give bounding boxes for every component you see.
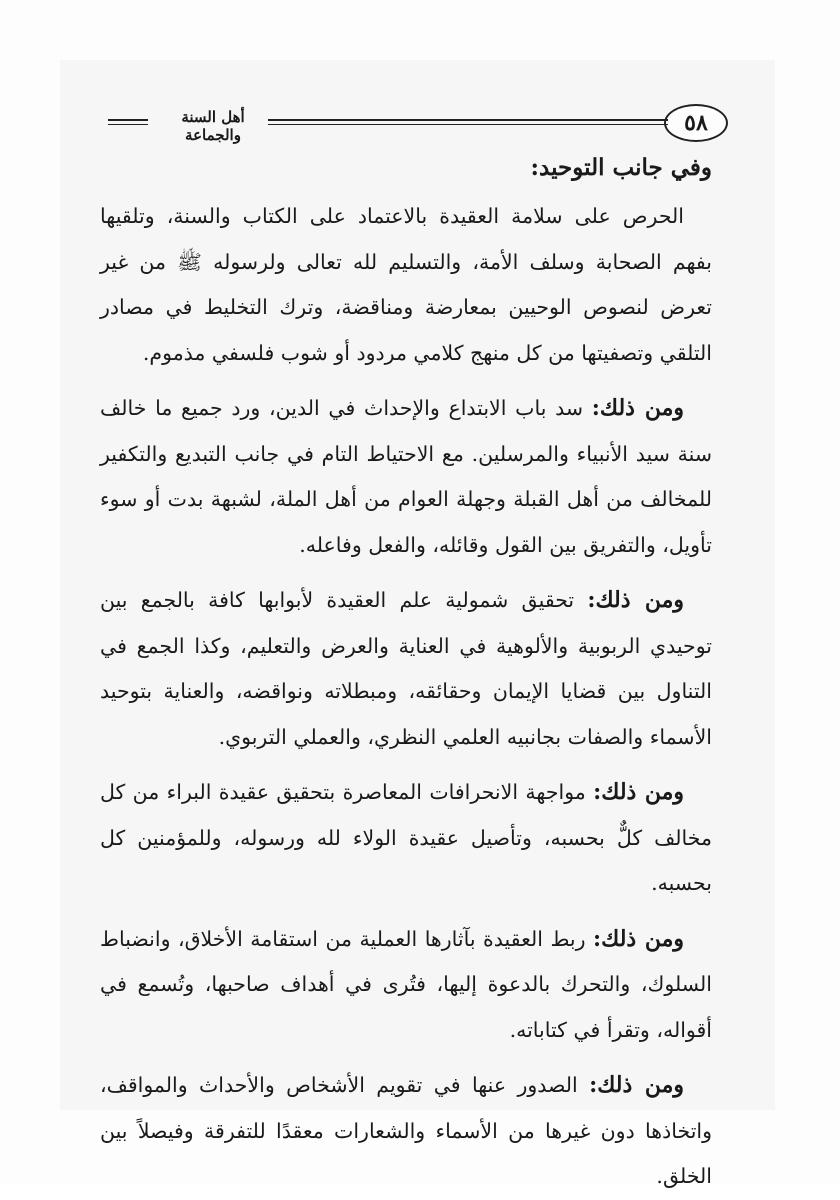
page-header — [108, 102, 728, 142]
paragraph-5-text: ربط العقيدة بآثارها العملية من استقامة الأخلاق، وانضباط السلوك، والتحرك بالدعوة إليها، فتُرى في أهداف صاحبها، وتُسمع في أقواله، وتقرأ في كتاباته. — [100, 926, 712, 1042]
paragraph-4-text: مواجهة الانحرافات المعاصرة بتحقيق عقيدة البراء من كل مخالف كلٌّ بحسبه، وتأصيل عقيدة الولاء لله ورسوله، وللمؤمنين كل بحسبه. — [100, 780, 712, 895]
paragraph-1-text: الحرص على سلامة العقيدة بالاعتماد على الكتاب والسنة، وتلقيها بفهم الصحابة وسلف الأمة، والتسليم لله تعالى ولرسوله ﷺ من غير تعرض لنصوص الوحيين بمعارضة ومناقضة، وترك التخليط في مصادر التلقي وتصفيتها من كل منهج كلامي مردود أو شوب فلسفي مذموم. — [100, 204, 712, 365]
page-body — [100, 148, 712, 1200]
paragraph-1 — [100, 194, 712, 376]
paragraph-4 — [100, 770, 712, 907]
paragraph-6-text: الصدور عنها في تقويم الأشخاص والأحداث والمواقف، واتخاذها دون غيرها من الأسماء والشعارات معقدًا للتفرقة وفيصلاً بين الخلق. — [100, 1073, 712, 1188]
paragraph-2-lead: ومن ذلك: — [591, 395, 684, 421]
page-number-badge — [664, 104, 728, 142]
header-rule-short — [108, 119, 148, 125]
paragraph-6 — [100, 1063, 712, 1200]
paragraph-3 — [100, 578, 712, 760]
paragraph-5 — [100, 917, 712, 1054]
paragraph-6-lead: ومن ذلك: — [589, 1072, 684, 1098]
paragraph-3-lead: ومن ذلك: — [587, 587, 684, 613]
page-number: ٥٨ — [684, 110, 708, 136]
running-title: أهل السنة والجماعة — [181, 108, 245, 144]
paragraph-3-text: تحقيق شمولية علم العقيدة لأبوابها كافة بالجمع بين توحيدي الربوبية والألوهية في العناية والعرض والتعليم، وكذا الجمع في التناول بين قضايا الإيمان وحقائقه، ومبطلاته ونواقضه، والعناية بتوحيد الأسماء والصفات بجانبيه العلمي النظري، والعملي التربوي. — [100, 588, 712, 749]
paragraph-5-lead: ومن ذلك: — [593, 925, 684, 952]
paragraph-4-lead: ومن ذلك: — [593, 779, 684, 805]
paragraph-2-text: سد باب الابتداع والإحداث في الدين، ورد جميع ما خالف سنة سيد الأنبياء والمرسلين. مع الاحتياط التام في جانب التبديع والتكفير للمخالف من أهل القبلة وجهلة العوام من أهل الملة، لشبهة بدت أو سوء تأويل، والتفريق بين القول وقائله، والفعل وفاعله. — [100, 396, 712, 557]
section-heading: وفي جانب التوحيد: — [530, 154, 712, 181]
paragraph-2 — [100, 386, 712, 568]
header-rule-long — [268, 119, 668, 125]
